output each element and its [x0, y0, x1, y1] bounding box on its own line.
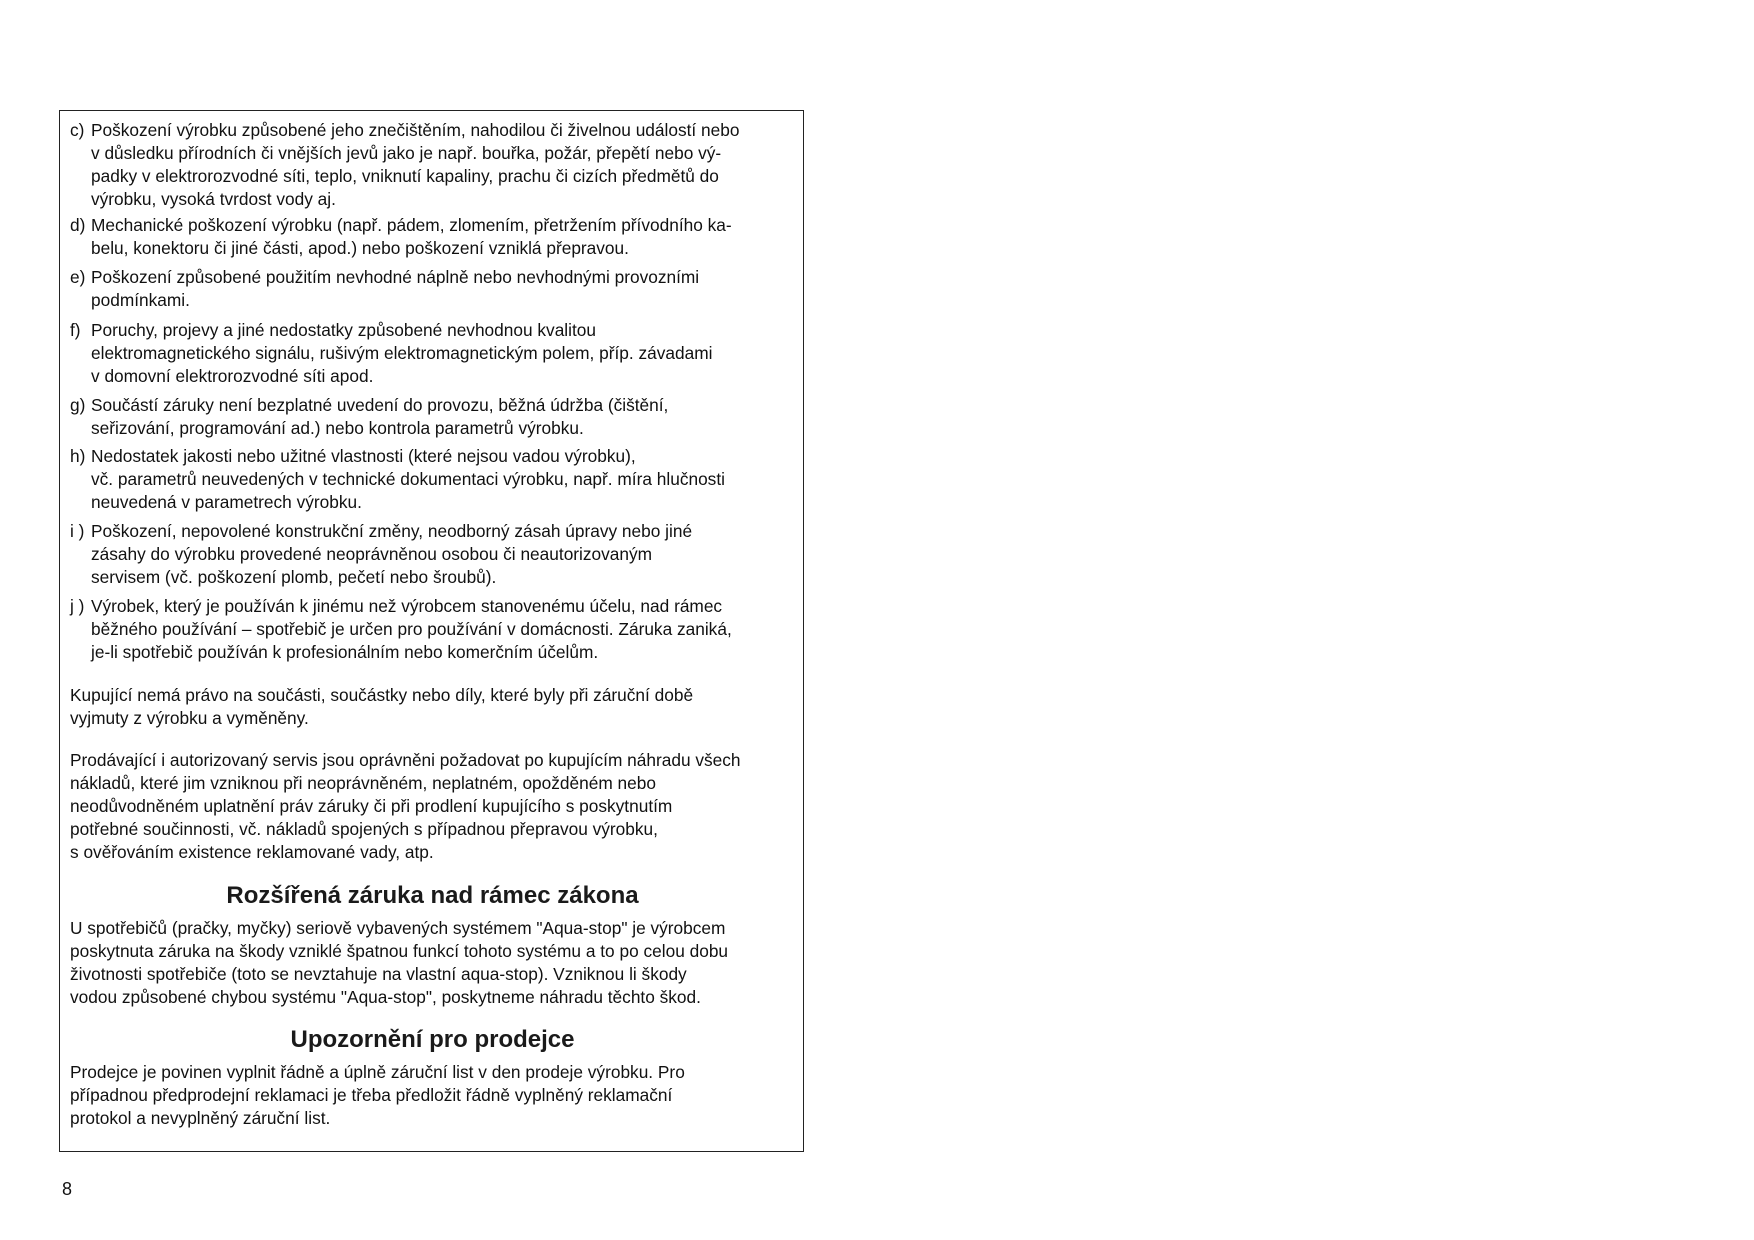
list-marker: e) [70, 267, 86, 287]
list-marker: i ) [70, 521, 85, 541]
list-item-i [70, 520, 800, 589]
list-item-c [70, 119, 800, 211]
list-item-g [70, 394, 800, 440]
list-item-text: Poškození způsobené použitím nevhodné náplně nebo nevhodnými provozními podmínkami. [91, 267, 700, 310]
list-item-text: Součástí záruky není bezplatné uvedení do provozu, běžná údržba (čištění, seřizování, programování ad.) nebo kontrola parametrů výrobku. [91, 395, 669, 438]
list-marker: c) [70, 120, 85, 140]
seller-notice-text: Prodejce je povinen vyplnit řádně a úplně záruční list v den prodeje výrobku. Pro případnou předprodejní reklamaci je třeba předložit řádně vyplněný reklamační protokol a nevyplněný záruční list. [70, 1062, 685, 1128]
list-item-text: Nedostatek jakosti nebo užitné vlastnosti (které nejsou vadou výrobku), vč. parametrů neuvedených v technické dokumentaci výrobku, např. míra hlučnosti neuvedená v parametrech výrobku. [91, 446, 725, 512]
list-item-text: Mechanické poškození výrobku (např. pádem, zlomením, přetržením přívodního ka- belu, konektoru či jiné části, apod.) nebo poškození vzniklá přepravou. [91, 215, 732, 258]
list-marker: h) [70, 446, 86, 466]
list-item-text: Poruchy, projevy a jiné nedostatky způsobené nevhodnou kvalitou elektromagnetického signálu, rušivým elektromagnetickým polem, příp. závadami v domovní elektrorozvodné síti apod. [91, 320, 713, 386]
list-item-text: Výrobek, který je používán k jinému než výrobcem stanovenému účelu, nad rámec běžného používání – spotřebič je určen pro používání v domácnosti. Záruka zaniká, je-li spotřebič používán k profesionálním nebo komerčním účelům. [91, 596, 732, 662]
page-number: 8 [62, 1179, 73, 1199]
extended-warranty-heading: Rozšířená záruka nad rámec zákona [226, 882, 639, 909]
list-marker: d) [70, 215, 86, 235]
extended-warranty-text: U spotřebičů (pračky, myčky) seriově vybavených systémem "Aqua-stop" je výrobcem poskytnuta záruka na škody vzniklé špatnou funkcí tohoto systému a to po celou dobu životnosti spotřebiče (toto se nevztahuje na vlastní aqua-stop). Vzniknou li škody vodou způsobené chybou systému "Aqua-stop", poskytneme náhradu těchto škod. [70, 918, 729, 1007]
list-marker: f) [70, 320, 81, 340]
list-item-j [70, 595, 800, 664]
list-marker: g) [70, 395, 86, 415]
list-item-h [70, 445, 800, 514]
parts-paragraph: Kupující nemá právo na součásti, součástky nebo díly, které byly při záruční době vyjmuty z výrobku a vyměněny. [70, 685, 694, 728]
list-marker: j ) [70, 596, 85, 616]
document-frame [59, 110, 804, 1152]
list-item-text: Poškození, nepovolené konstrukční změny, neodborný zásah úpravy nebo jiné zásahy do výrobku provedené neoprávněnou osobou či neautorizovaným servisem (vč. poškození plomb, pečetí nebo šroubů). [91, 521, 693, 587]
list-item-text: Poškození výrobku způsobené jeho znečištěním, nahodilou či živelnou událostí nebo v důsledku přírodních či vnějších jevů jako je např. bouřka, požár, přepětí nebo vý- padky v elektrorozvodné síti, teplo, vniknutí kapaliny, prachu či cizích předmětů do výrobku, vysoká tvrdost vody aj. [91, 120, 740, 209]
costs-paragraph: Prodávající i autorizovaný servis jsou oprávněni požadovat po kupujícím náhradu všech nákladů, které jim vzniknou při neoprávněném, neplatném, opožděném nebo neodůvodněném uplatnění práv záruky či při prodlení kupujícího s poskytnutím potřebné součinnosti, vč. nákladů spojených s případnou přepravou výrobku, s ověřováním existence reklamované vady, atp. [70, 750, 741, 862]
list-item-f [70, 319, 800, 388]
list-item-e [70, 266, 800, 312]
seller-notice-heading: Upozornění pro prodejce [290, 1026, 575, 1053]
list-item-d [70, 214, 800, 260]
